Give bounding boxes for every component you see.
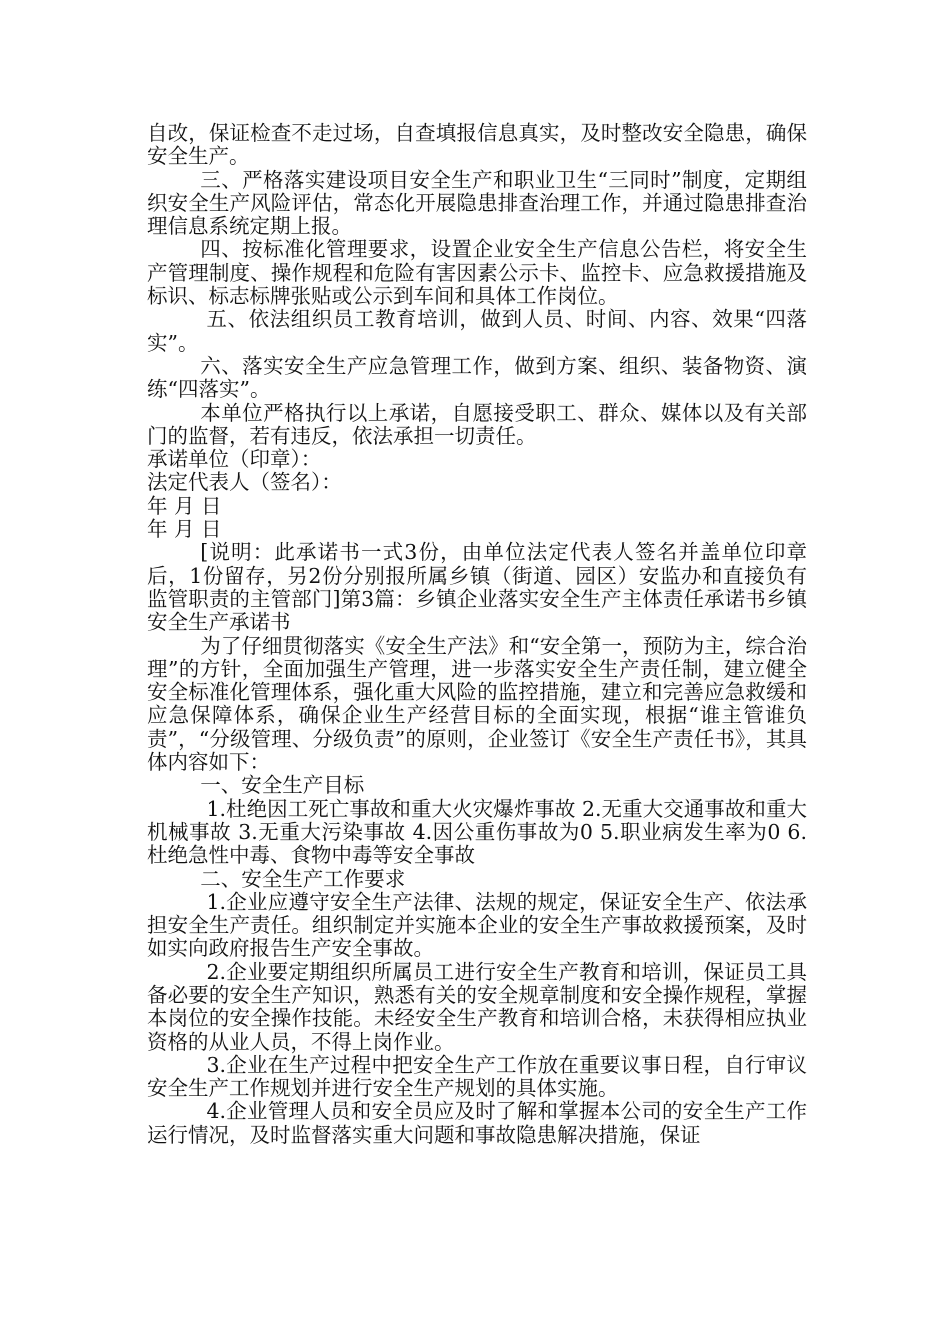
paragraph: 为了仔细贯彻落实《安全生产法》和“安全第一，预防为主，综合治理”的方针，全面加强生产管理，进一步落实安全生产责任制，建立健全安全标准化管理体系，强化重大风险的监控措施，建立和完善应急救缓和应急保障体系，确保企业生产经营目标的全面实现，根据“谁主管谁负责”，“分级管理、分级负责”的原则，企业签订《安全生产责任书》，其具体内容如下： xyxy=(147,633,807,775)
section-heading: 二、安全生产工作要求 xyxy=(200,866,406,891)
signature-line: 承诺单位（印章）： xyxy=(147,447,322,472)
paragraph: 五、依法组织员工教育培训，做到人员、时间、内容、效果“四落实”。 xyxy=(147,307,807,355)
paragraph: 4.企业管理人员和安全员应及时了解和掌握本公司的安全生产工作运行情况，及时监督落实重大问题和事故隐患解决措施，保证 xyxy=(147,1099,807,1147)
date-line: 年 月 日 xyxy=(147,517,222,542)
paragraph: 三、严格落实建设项目安全生产和职业卫生“三同时”制度，定期组织安全生产风险评估，常态化开展隐患排查治理工作，并通过隐患排查治理信息系统定期上报。 xyxy=(147,167,807,239)
paragraph: 2.企业要定期组织所属员工进行安全生产教育和培训，保证员工具备必要的安全生产知识，熟悉有关的安全规章制度和安全操作规程，掌握本岗位的安全操作技能。未经安全生产教育和培训合格，未获得相应执业资格的从业人员，不得上岗作业。 xyxy=(147,959,807,1054)
document-body xyxy=(147,122,807,1147)
paragraph: 3.企业在生产过程中把安全生产工作放在重要议事日程，自行审议安全生产工作规划并进行安全生产规划的具体实施。 xyxy=(147,1052,807,1101)
signature-line: 法定代表人（签名）： xyxy=(147,470,342,495)
paragraph: 六、落实安全生产应急管理工作，做到方案、组织、装备物资、演练“四落实”。 xyxy=(147,353,807,402)
paragraph: 1.企业应遵守安全生产法律、法规的规定，保证安全生产、依法承担安全生产责任。组织制定并实施本企业的安全生产事故救援预案，及时如实向政府报告生产安全事故。 xyxy=(147,889,807,961)
paragraph: 四、按标准化管理要求，设置企业安全生产信息公告栏，将安全生产管理制度、操作规程和危险有害因素公示卡、监控卡、应急救援措施及标识、标志标牌张贴或公示到车间和具体工作岗位。 xyxy=(147,237,807,309)
date-line: 年 月 日 xyxy=(147,493,222,518)
paragraph: 1.杜绝因工死亡事故和重大火灾爆炸事故 2.无重大交通事故和重大机械事故 3.无重大污染事故 4.因公重伤事故为0 5.职业病发生率为0 6.杜绝急性中毒、食物中毒等安全事故 xyxy=(147,796,807,868)
paragraph: 本单位严格执行以上承诺，自愿接受职工、群众、媒体以及有关部门的监督，若有违反，依法承担一切责任。 xyxy=(147,400,807,448)
paragraph: [说明：此承诺书一式3份，由单位法定代表人签名并盖单位印章后，1份留存，另2份分别报所属乡镇（街道、园区）安监办和直接负有监管职责的主管部门]第3篇：乡镇企业落实安全生产主体责任承诺书乡镇安全生产承诺书 xyxy=(147,540,807,635)
paragraph: 自改，保证检查不走过场，自查填报信息真实，及时整改安全隐患，确保安全生产。 xyxy=(147,121,807,169)
section-heading: 一、安全生产目标 xyxy=(200,773,365,798)
